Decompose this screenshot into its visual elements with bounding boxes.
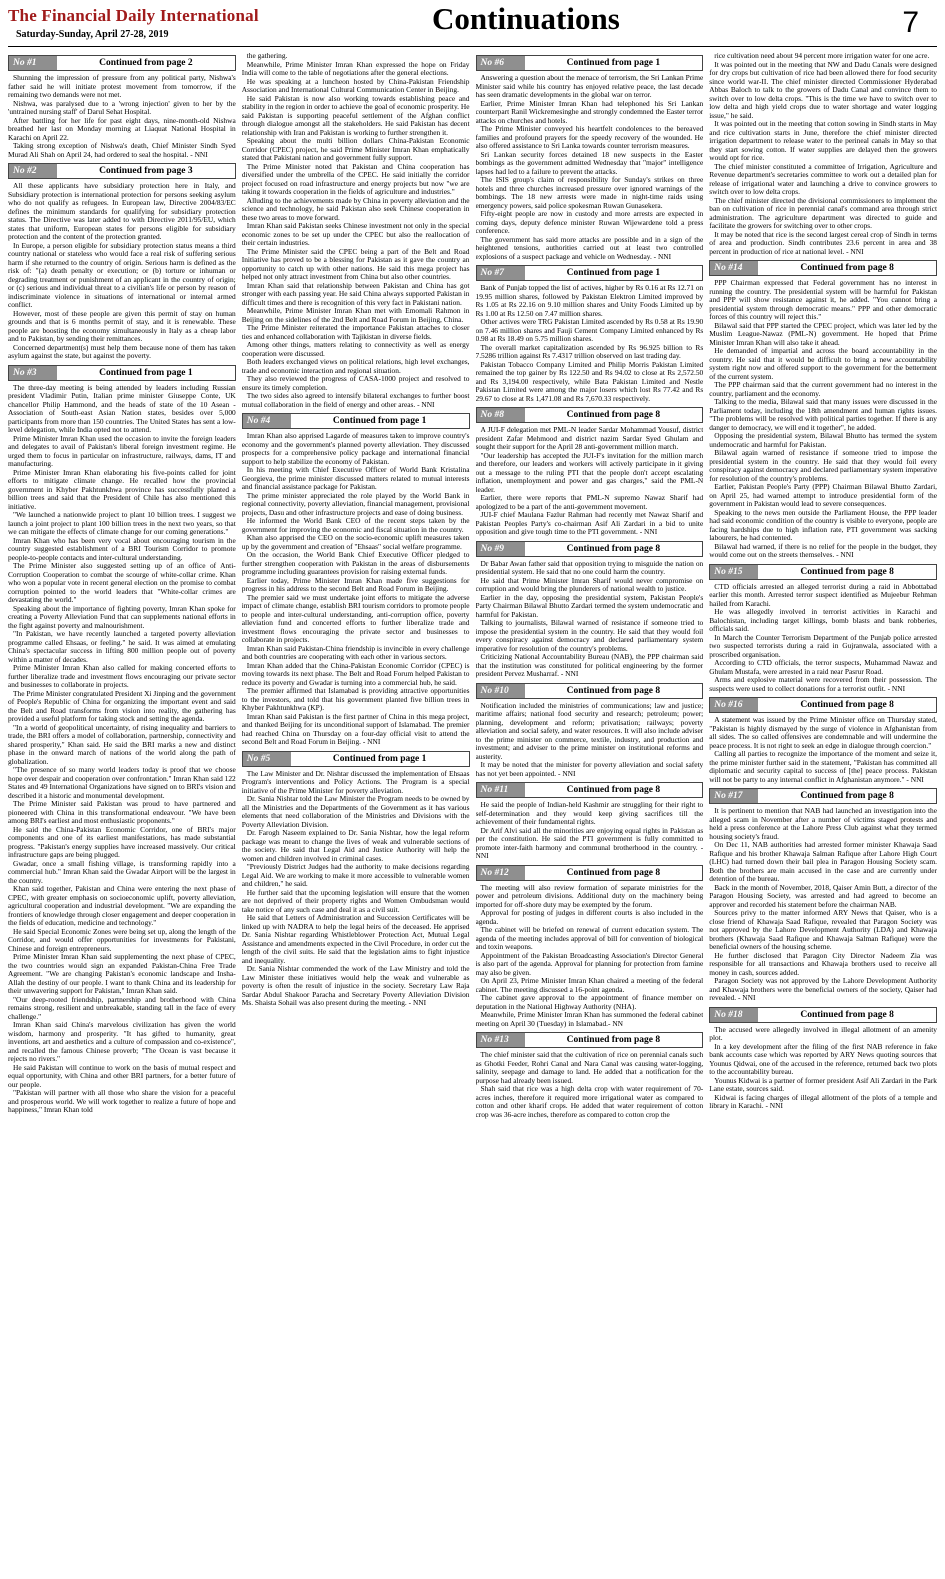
story-paragraph: Meanwhile, Prime Minister Imran Khan met with Emomali Rahmon in Beijing on the sidelines of the 2nd Belt and Road Forum in Beijing, China. [241,306,470,324]
story-block [709,564,937,694]
story-paragraph: In his meeting with Chief Executive Officer of World Bank Kristalina Georgieva, the prime minister discussed matters related to mutual interests and financial assistance package for Pakistan. [241,465,470,491]
story-paragraph: rice cultivation need about 94 percent more irrigation water for one acre. [714,52,930,60]
continued-from-label: Continued from page 8 [800,700,894,710]
story-paragraph: The three-day meeting is being attended by leaders including Russian president Vladimir Putin, Italian prime minister Giuseppe Conte, UK chancellor Philip Hammond, and the heads of state of the 10 Asean - Association of South-east Asian Nation states, besides over 5,000 participants from more than 150 countries. The United States has sent a low-level delegation, while India opted not to attend. [8,382,236,434]
story-paragraph: Among other things, matters relating to connectivity as well as energy cooperation were discussed. [241,340,470,358]
continued-from-label: Continued from page 1 [99,367,193,378]
story-paragraph: Speaking about the multi billion dollars China-Pakistan Economic Corridor (CPEC) project, he said Prime Minister Imran Khan emphatically stated that Pakistani nation and government fully support. [241,136,470,162]
story-block [476,407,704,537]
story-number: No #1 [9,56,57,70]
story-block [476,1032,704,1119]
story-paragraph: He further disclosed that Paragon City Director Nadeem Zia was responsible for all transactions and Khawaja brothers used to receive all money in cash, sources added. [709,950,937,977]
story-paragraph: Prime Minister Imran Khan said supplementing the next phase of CPEC, the two countries would sign an expanded Pakistan-China Free Trade Agreement. "We are changing Pakistan's economic landscape and Insha-Allah the destiny of our people. I want to thank China and its leadership for their unwavering support for Pakistan," Imran Khan said. [8,952,236,995]
story-paragraph: The Law Minister and Dr. Nishtar discussed the implementation of Ehsaas Program's interventions and Policy Actions. The Program is a special initiative of the Prime Minister for poverty alleviation. [241,768,470,795]
continued-from-label: Continued from page 8 [566,867,661,878]
story-paragraph: It may be noted that rice is the second largest cereal crop of Sindh in terms of area and production. Sindh contributes 23.6 percent in area and 38 percent in production of rice at national level. - NNI [709,229,937,256]
story-paragraph: Bilawal had warned, if there is no relief for the people in the budget, they would come out on the streets themselves. - NNI [709,541,937,559]
masthead-rule [8,46,937,47]
story-paragraph: The chief minister said that the cultivation of rice on perennial canals such as Ghotki Feeder, Rohri Canal and Nara Canal was causing water-logging, salinity, seepage and damage to land. He added that a notification for the purpose had already been issued. [475,1050,704,1085]
story-paragraph: Concerned department(s) must help them because none of them has taken asylum against the state, but against the poverty. [8,342,236,360]
story-paragraph: On the occasion, the World Bank Chief Executive Officer pledged to further strengthen cooperation with Pakistan in the areas of disbursements programme including guarantees provision for raising external funds. [241,550,470,576]
column-3 [476,52,704,1572]
story-paragraph: Sri Lankan security forces detained 18 new suspects in the Easter bombings as the government admitted Wednesday that "major" intelligence lapses had led to a failure to prevent the attacks. [475,149,704,176]
story-paragraph: The overall market capitalization ascended by Rs 96.925 billion to Rs 7.5286 trillion against Rs 7.4317 trillion observed on last trading day. [475,342,704,360]
story-paragraph: Sources privy to the matter informed ARY News that Qaiser, who is a close friend of Khawaja Saad Rafique, revealed that Paragon Society was not approved by the Lahore Development Authority (LDA) and Khawaja brothers (Khawaja Saad Rafique and Khawaja Salman Rafique) were the beneficial owners of the housing scheme. [709,908,937,951]
story-paragraph: Calling all parties to recognize the importance of the moment and seize it, the prime minister further said in the statement, "Pakistan has committed all diplomatic and security capital to success of [the] peace process. Pakistan will not be party to any internal conflict in Afghanistan anymore." - NNI [709,749,937,784]
story-paragraph: Other actives were TRG Pakistan Limited ascended by Rs 0.58 at Rs 19.90 on 7.46 million shares and Fauji Cement Company Limited enhanced by Rs 0.98 at Rs 18.49 on 5.75 million shares. [475,317,704,343]
story-paragraph: The Prime Minister conveyed his heartfelt condolences to the bereaved families and profound prayers for the speedy recovery of the wounded. He also offered assistance to Sri Lanka towards counter terrorism measures. [475,124,704,150]
story-paragraph: the gathering. [246,52,288,60]
story-paragraph: The PPP chairman said that the current government had no interest in the country, parliament and the economy. [709,380,937,398]
continued-from-label: Continued from page 8 [566,1035,661,1045]
story-paragraph: The cabinet gave approval to the appointment of finance member on deputation in the National Highway Authority (NHA). [475,993,704,1011]
continued-from-label: Continued from page 1 [566,268,661,278]
story-number: No #13 [477,1033,525,1047]
story-number: No #15 [710,565,758,579]
story-paragraph: Dr Babar Awan father said that opposition trying to misguide the nation on presidential system. He said that no one could harm the country. [475,558,704,576]
story-paragraph: He said Pakistan is now also working towards establishing peace and stability in the region in order to achieve the goal of economic prosperity. He said Pakistan is supporting peaceful settlement of the Afghan conflict through dialogue amongst all the stakeholders. He said Pakistan has decent relationship with Iran and Pakistan is working to further strengthen it. [241,93,470,137]
story-paragraph: Alluding to the achievements made by China in poverty alleviation and the science and technology, he said Pakistan also seek Chinese cooperation in these two areas to move forward. [241,195,470,222]
story-paragraph: The meeting will also review formation of separate ministries for the power and petroleum divisions. Additional duty on the machinery being imported for off-shore duty may be exempted by the forum. [475,882,704,909]
article-columns [8,52,937,1572]
story-paragraph: Imran Khan said Pakistan is the first partner of China in this mega project, and thanked Beijing for its unconditional support of Islamabad. The premier had reached China on Thursday on a four-day official visit to attend the second Belt and Road Forum in Beijing. - NNI [241,711,470,746]
column-4 [709,52,937,1572]
story-paragraph: On Dec 11, NAB authorities had arrested former minister Khawaja Saad Rafique and his brother Khawaja Salman Rafique after Lahore High Court (LHC) had turned down their bail plea in Paragon Housing Society scam. Both the brothers are main accused in the case and are currently under detention of the bureau. [709,840,937,883]
story-paragraph: The two sides also agreed to intensify bilateral exchanges to further boost mutual collaboration in the field of energy and other areas. - NNI [241,391,470,409]
story-paragraph: Fifty-eight people are now in custody and more arrests are expected in coming days, deputy defence minister Ruwan Wijewardene told a press conference. [475,209,704,235]
story-paragraph: Bank of Punjab topped the list of actives, higher by Rs 0.16 at Rs 12.71 on 19.95 million shares, followed by Pakistan Elektron Limited improved by Rs 1.05 at Rs 22.16 on 9.10 million shares and Unity Foods Limited up by Rs 1.00 at Rs 12.50 on 7.47 million shares. [475,283,704,318]
continued-from-label: Continued from page 8 [800,566,894,577]
story-paragraph: He said Pakistan will continue to work on the basis of mutual respect and equal opportunity, with China and other BRI partners, for a better future of our people. [8,1062,236,1089]
story-header [8,365,236,381]
story-paragraph: Dr. Farogh Naseem explained to Dr. Sania Nishtar, how the legal reform package was meant to change the lives of weak and vulnerable sections of the society. He said that Legal Aid and Justice Authority will help the women and children involved in criminal cases. [241,828,470,863]
story-paragraph: Paragon Society was not approved by the Lahore Development Authority and Khawaja brothers were the beneficial owners of the society, Qaiser had revealed. - NNI [709,976,937,1002]
story-paragraph: The Prime Minister congratulated President Xi Jinping and the government of People's Republic of China for organizing the important event and said the Belt and Road transforms from vision into reality, the gathering has provided a useful platform for taking stock and setting the agenda. [8,688,236,723]
story-header [476,541,704,557]
story-paragraph: A JUI-F delegation met PML-N leader Sardar Mohammad Yousuf, district president Zafar Mehmood and district nazim Sardar Syed Ghulam and sought their support for the April 28 anti-government million march. [475,425,704,451]
story-paragraph: "The presence of so many world leaders today is proof that we choose hope over despair and cooperation over confrontation." Imran Khan said 122 States and 49 International Organizations have signed on to BRI's vision and described it a historic and monumental development. [8,765,236,800]
story-block [476,541,704,679]
story-paragraph: Back in the month of November, 2018, Qaiser Amin Butt, a director of the Paragon Housing Society, was arrested and had agreed to become an approver and recorded his statement before the chairman NAB. [709,882,937,909]
story-paragraph: He further said that the upcoming legislation will ensure that the women are not deprived of their property rights and Women Ombudsman would take notice of any such case and deal it as a civil suit. [241,887,470,914]
story-paragraph: PPP Chairman expressed that Federal government has no interest in running the country. The presidential system will be harmful for Pakistan and PPP will show resistance against it, he added. "You cannot bring a presidential system through democratic means." PPP and other democratic forces of this country will reject this." [709,278,937,321]
continued-from-label: Continued from page 8 [800,1009,894,1020]
story-paragraph: Earlier, Prime Minister Imran Khan had telephoned his Sri Lankan counterpart Ranil Wickremesinghe and strongly condemned the Easter terror attacks on churches and hotels. [475,98,704,125]
story-paragraph: The Prime Minister also suggested setting up of an office of Anti-Corruption Cooperation to combat the scourge of white-collar crime. Khan who won a popular vote in recent general election on the promise to combat corruption pointed to the world leaders that "White-collar crimes are devastating the world." [8,561,236,604]
story-block [709,52,937,256]
story-paragraph: Imran Khan said Pakistan seeks Chinese investment not only in the special economic zones to be set up under the CPEC but also the reallocation of their certain industries. [241,221,470,247]
continued-from-label: Continued from page 3 [99,166,193,176]
story-paragraph: Earlier today, Prime Minister Imran Khan made five suggestions for progress in his address to the second Belt and Road Forum in Beijing. [241,575,470,593]
story-number: No #18 [710,1008,758,1022]
story-paragraph: The prime minister appreciated the role played by the World Bank in regional connectivity, poverty alleviation, financial management, provisional projects, Dasu and other infrastructure projects and ease of doing business. [241,490,470,517]
story-paragraph: Criticizing National Accountability Bureau (NAB), the PPP chairman said that the institution was constituted for political engineering by the former president Pervez Musharraf. - NNI [475,652,704,678]
story-paragraph: It was pointed out in the meeting that cotton sowing in Sindh starts in May and rice cultivation starts in June, therefore the chief minister directed irrigation department to release water to the perineal canals in May so that they start sowing cotton. If water supplies are delayed then the growers would opt for rice. [709,119,937,162]
continued-from-label: Continued from page 8 [800,791,894,801]
story-header [709,1007,937,1023]
story-paragraph: The accused were allegedly involved in illegal allotment of an amenity plot. [709,1024,937,1042]
story-number: No #11 [477,783,525,797]
story-paragraph: Meanwhile, Prime Minister Imran Khan has summoned the federal cabinet meeting on April 30 (Tuesday) in Islamabad.- NN [475,1010,704,1028]
story-paragraph: Imran Khan added that the China-Pakistan Economic Corridor (CPEC) is moving towards its next phase. The Belt and Road Forum helped Pakistan to reduce its poverty and Gwadar is turning into a commercial hub, he said. [241,660,470,687]
story-header [476,782,704,798]
continued-from-label: Continued from page 8 [800,263,894,273]
story-paragraph: The government has said more attacks are possible and in a sign of the heightened tensions, authorities carried out at least two controlled explosions of a suspect package and vehicle on Wednesday. - NNI [475,234,704,261]
story-paragraph: Arms and explosive material were recovered from their possession. The suspects were used to collect donations for a terrorist outfit. - NNI [709,675,937,693]
story-paragraph: Imran Khan who has been very vocal about encouraging tourism in the country suggested establishment of a BRI Tourism Corridor to promote people-to-people contacts and inter-cultural understanding. [8,535,236,562]
story-block [8,365,236,1115]
story-paragraph: "We launched a nationwide project to plant 10 billion trees. I suggest we launch a joint project to plant 100 billion trees in the next two years, so that we can mitigate the effects of climate change for our coming generations." [8,510,236,536]
page-number: 7 [902,6,919,39]
story-paragraph: Approval for posting of judges in different courts is also included in the agenda. [475,908,704,926]
story-paragraph: Prime Minister Imran Khan also called for making concerted efforts to further liberalize trade and investment flows encouraging our private sector and businesses to collaborate in projects. [8,663,236,689]
issue-date: Saturday-Sunday, April 27-28, 2019 [16,29,169,40]
story-paragraph: "Pakistan will partner with all those who share the vision for a peaceful and prosperous world. We will work together to realize a future of hope and happiness," Imran Khan told [8,1088,236,1114]
story-block [242,413,470,747]
story-paragraph: Dr Arif Alvi said all the minorities are enjoying equal rights in Pakistan as per the constitution. He said the PTI government is fully committed to promote inter-faith harmony and communal brotherhood in the country. -NNI [475,825,704,860]
story-header [709,564,937,580]
story-number: No #9 [477,542,525,556]
story-paragraph: The Prime Minister said the CPEC being a part of the Belt and Road Initiative has proved to be a blessing for Pakistan as it gave the country an opportunity to catch up with other nations. He said this mega project has helped not only attract investment from China but also other countries. [241,246,470,281]
story-paragraph: CTD officials arrested an alleged terrorist during a raid in Abbottabad earlier this month. Arrested terror suspect identified as Mujeebur Rehman hailed from Karachi. [709,581,937,608]
story-paragraph: Meanwhile, Prime Minister Imran Khan expressed the hope on Friday India will come to the table of negotiations after the general elections. [241,59,470,77]
continued-from-label: Continued from page 8 [566,543,661,554]
story-paragraph: Imran Khan said that relationship between Pakistan and China has got stronger with each passing year. He said China always supported Pakistan in difficult times and there is recognition of this very fact in Pakistani nation. [241,280,470,307]
continued-from-label: Continued from page 1 [332,753,427,764]
story-paragraph: Bilawal said that PPP started the CPEC project, which was later led by the Muslim League-Nawaz (PML-N) government. He hoped that Prime Minister Imran Khan will also take it ahead. [709,320,937,347]
story-paragraph: "Our deep-rooted friendship, partnership and brotherhood with China remains strong, resilient and unbreakable, standing tall in the face of every challenge." [8,994,236,1021]
story-paragraph: "In a world of geopolitical uncertainty, of rising inequality and barriers to trade, the BRI offers a model of collaboration, partnership, connectivity and shared prosperity," Khan said. He said the BRI marks a new and distinct phase in the onward march of nations of the world along the path of globalization. [8,722,236,766]
section-title: Continuations [432,1,620,36]
story-paragraph: According to CTD officials, the terror suspects, Muhammad Nawaz and Ghulam Mustafa, were arrested in a raid near Pasrur Road. [709,658,937,676]
story-paragraph: The Prime Minister reiterated the importance Pakistan attaches to closer ties and enhanced collaboration with Tajikistan in diverse fields. [241,323,470,341]
story-paragraph: Khan said together, Pakistan and China were entering the next phase of CPEC, with greater emphasis on socioeconomic uplift, poverty alleviation, agricultural cooperation and industrial development. "We are expanding the frontiers of knowledge through closer engagement and deeper cooperation in the fields of education, medicine and technology." [8,884,236,927]
story-paragraph: In Europe, a person eligible for subsidiary protection status means a third country national or stateless who would face a real risk of suffering serious harm if she returned to the country of origin. Serious harm is defined as the risk of: "(a) death penalty or execution; or (b) torture or inhuman or degrading treatment or punishment of an applicant in the country of origin; or (c) serious and individual threat to a civilian's life or person by reason of indiscriminate violence in situations of international or internal armed conflict. [8,240,236,309]
continued-from-label: Continued from page 1 [332,416,427,426]
story-paragraph: Dr. Sania Nishtar commended the work of the Law Ministry and told the Law Minister these initiatives would help the weak and vulnerable as poverty is often the result of injustice in the society. Secretary Law Raja Sardar Abdul Shakoor Paracha and Secretary Poverty Alleviation Division Ms. Shaista Sohail was also present during the meeting. - NNI [241,964,470,1007]
story-paragraph: He was allegedly involved in terrorist activities in Karachi and Balochistan, including target killings, bomb blasts and bank robberies, officials said. [709,607,937,633]
story-paragraph: The chief minister constituted a committee of Irrigation, Agriculture and Revenue department's secretaries committee to work out a detailed plan for release of irrigational water and launching a drive to convince growers to switch over to low delta crops. [709,161,937,196]
story-block [476,865,704,1029]
story-header [242,413,470,429]
story-paragraph: He was speaking at a luncheon hosted by China-Pakistan Friendship Association and International Cultural Communication Center in Beijing. [241,76,470,94]
story-paragraph: Prime Minister Imran Khan used the occasion to invite the foreign leaders and delegates to avail of Pakistan's liberal foreign investment regime. He urged them to focus in particular on infrastructure, railways, dams, IT and manufacturing. [8,433,236,468]
story-paragraph: Speaking to the news men outside the Parliament House, the PPP leader had said economic condition of the country is visible to everyone, people are facing hardships due to high inflation rate, PTI government was sacking labourers, he had contented. [709,507,937,542]
story-paragraph: It was pointed out in the meeting that NW and Dadu Canals were designed for dry crops but cultivation of rice had been allowed there for food security since world war-II. The chief minister directed Commissioner Hyderabad Abbas Baloch to talk to the growers of Dadu Canal and convince them to switch over to low delta crops. "This is the time we have to switch over to low delta and high yield crops due to water shortage and water logging issue," he said. [709,59,937,120]
continued-from-label: Continued from page 2 [99,58,193,68]
story-header [476,683,704,699]
story-paragraph: He said the people of Indian-held Kashmir are struggling for their right to self-determination and they would keep giving sacrifices till the achievement of their fundamental rights. [475,800,704,826]
story-number: No #5 [243,752,291,766]
story-paragraph: Nishwa, was paralysed due to a 'wrong injection' given to her by the 'untrained nursing staff' of Darul Sehat Hospital. [8,98,236,116]
story-number: No #12 [477,866,525,880]
story-header [476,407,704,423]
story-number: No #17 [710,789,758,803]
story-paragraph: The ISIS group's claim of responsibility for Sunday's strikes on three hotels and three churches increased pressure over ignored warnings of the bombings. The 18 new arrests were made in night-time raids using emergency powers, said police spokesman Ruwan Gunasekera. [475,175,704,210]
story-paragraph: Talking to the media, Bilawal said that many issues were discussed in the Parliament today, including the 18th amendment and human rights issues. "The problems will be resolved with political parties together. If there is any danger to democracy, we will end it together", he added. [709,397,937,432]
story-paragraph: It is pertinent to mention that NAB had launched an investigation into the alleged scam in November after a number of victims staged protests and held a press conference at the Lahore Press Club against what they termed housing society's fraud. [709,806,937,841]
story-block [476,55,704,261]
story-paragraph: The premier said we must undertake joint efforts to mitigate the adverse impact of climate change, establish BRI tourism corridors to promote people to people and inter-cultural understanding, anti-corruption office, poverty alleviation fund and concerted efforts to further liberalize trade and investment flows encouraging the private sector and businesses to collaborate in projects. [241,592,470,644]
story-paragraph: On April 23, Prime Minister Imran Khan chaired a meeting of the federal cabinet. The meeting discussed a 16-point agenda. [475,976,704,994]
story-paragraph: Earlier, Pakistan People's Party (PPP) Chairman Bilawal Bhutto Zardari, on April 25, had warned attempt to introduce presidential form of the government in Pakistan would lead to severe consequences. [709,482,937,508]
story-header [709,788,937,804]
story-paragraph: Gwadar, once a small fishing village, is transforming rapidly into a commercial hub." Imran Khan said the Gwadar Airport will be the largest in the country. [8,858,236,885]
story-number: No #6 [477,56,525,70]
story-header [476,1032,704,1048]
story-number: No #3 [9,366,57,380]
column-1 [8,52,236,1572]
story-block [476,782,704,861]
story-paragraph: Imran Khan said Pakistan-China friendship is invincible in every challenge and both countries are cooperating with each other in various sectors. [241,643,470,661]
story-header [709,260,937,276]
story-paragraph: Prime Minister Imran Khan elaborating his five-points called for joint efforts to mitigate climate change. He recalled how the provincial government in Khyber Pakhtunkhwa province has successfully planted a billion trees and said that the President of Chile has also mentioned this initiative. [8,467,236,511]
story-block [8,163,236,361]
story-paragraph: He said that Letters of Administration and Succession Certificates will be linked up with NADRA to help the legal heirs of the deceased. He apprised Dr. Sania Nishtar regarding Whistleblower Protection Act, Mutual Legal Assistance and amendments expected in the Civil Procedure, in order cut the length of the civil suits. He said that the legislation aims to fight injustice and inequality. [241,913,470,965]
story-paragraph: He informed the World Bank CEO of the recent steps taken by the government for improving the economic and fiscal situation in the country. [241,516,470,534]
story-paragraph: Pakistan Tobacco Company Limited and Philip Morris Pakistan Limited remained the top gainer by Rs 122.50 and Rs 94.02 to close at Rs 2,572.50 and Rs 3,194.00 respectively, while Bata Pakistan Limited and Nestle Pakistan Limited were among the major losers which lost Rs 77.42 and Rs 29.67 to close at Rs 1,471.08 and Rs 7,670.33 respectively. [475,359,704,403]
story-paragraph: They also reviewed the progress of CASA-1000 project and resolved to ensure its timely completion. [241,374,470,392]
story-block [476,265,704,403]
story-paragraph: The chief minister directed the divisional commissioners to implement the ban on cultivation of rice in perennial canal's command area through strict administration. The agriculture department was directed to guide and facilitate the growers for switching over to other crops. [709,195,937,230]
story-paragraph: Earlier, there were reports that PML-N supremo Nawaz Sharif had apologized to be a part of the anti-government movement. [475,493,704,511]
masthead [8,2,937,52]
newspaper-name: The Financial Daily International [8,6,259,25]
story-paragraph: In March the Counter Terrorism Department of the Punjab police arrested two suspected terrorists during a raid in Gujranwala, associated with a proscribed organisation. [709,632,937,659]
story-paragraph: "In Pakistan, we have recently launched a targeted poverty alleviation programme called Ehsaas, or feeling." he said. It was aimed at emulating China's spectacular success in lifting 800 million people out of poverty within a matter of decades. [8,629,236,664]
story-paragraph: Both leaders exchanged views on political relations, high level exchanges, trade and economic interaction and regional situation. [241,357,470,375]
story-paragraph: The Prime Minister said Pakistan was proud to have partnered and pioneered with China in this transformational endeavour. "We have been among BRI's earliest and most enthusiastic proponents." [8,799,236,825]
story-paragraph: He demanded of impartial and across the board accountability in the country. He said that it would be difficult to bring a new accountability system right now and offered support to the government for the betterment of the current system. [709,346,937,381]
story-block [8,55,236,159]
continued-from-label: Continued from page 8 [566,785,661,795]
story-number: No #10 [477,684,525,698]
story-block [476,683,704,779]
story-paragraph: Dr. Sania Nishtar told the Law Minister the Program needs to be owned by all the Ministries and the Departments of the Government as it has various elements that need collaboration of the Ministries and Divisions with the Poverty Alleviation Division. [241,794,470,829]
story-paragraph: "Previously District Judges had the authority to make decisions regarding Legal Aid. We are working to make it more accessible to vulnerable women and children," he said. [241,862,470,888]
story-paragraph: Khan also apprised the CEO on the socio-economic uplift measures taken up by the government and creation of "Ehsaas" social welfare programme. [241,533,470,551]
story-header [8,55,236,71]
column-2 [242,52,470,1572]
story-header [8,163,236,179]
story-paragraph: Kidwai is facing charges of illegal allotment of the plots of a temple and library in Karachi. - NNI [709,1092,937,1110]
story-paragraph: In a key development after the filing of the first NAB reference in fake bank accounts case which was reported by ARY News quoting sources that Younus Qidwai, one of the accused in the reference, returned back two plots to the accountability bureau. [709,1041,937,1076]
story-paragraph: He said that Prime Minister Imran Sharif would never compromise on corruption and would bring the plunderers of national wealth to justice. [475,575,704,593]
story-paragraph: All these applicants have subsidiary protection here in Italy, and Subsidiary protection is international protection for persons seeking asylum who do not qualify as refugees. In European law, Directive 2004/83/EC defines the minimum standards for qualifying for subsidiary protection status. The Directive was later added to with Directive 2011/95/EU, which states that uniform, European states for persons eligible for subsidiary protection and the content of the protection granted. [8,181,236,241]
story-paragraph: Speaking about the importance of fighting poverty, Imran Khan spoke for creating a Poverty Alleviation Fund that can supplements national efforts in the fight against poverty and malnourishment. [8,603,236,630]
story-paragraph: Imran Khan also apprised Lagarde of measures taken to improve country's economy and the government's planned poverty alleviation. They discussed prospects for a comprehensive policy package and international financial support to help stabilize the economy of Pakistan. [241,431,470,466]
story-paragraph: After battling for her life for past eight days, nine-month-old Nishwa breathed her last on Monday morning at Liaquat National Hospital in Karachi on April 22. [8,115,236,142]
story-block [709,788,937,1003]
story-number: No #16 [710,698,758,712]
story-paragraph: JUI-F chief Maulana Fazlur Rahman had recently met Nawaz Sharif and Pakistan Peoples Party's co-chairman Asif Ali Zardari in a bid to unite opposition and give tough time to the PTI government. - NNI [475,510,704,536]
story-paragraph: Imran Khan said China's marvelous civilization has given the world wisdom, harmony and prosperity. "It has gifted to humanity, great inventions, art and aesthetics and a culture of compassion and co-existence", and recalled the famous Chinese proverb; "The Ocean is vast because it rejects no rivers." [8,1020,236,1063]
story-block [242,52,470,409]
continued-from-label: Continued from page 8 [566,410,661,420]
story-paragraph: Answering a question about the menace of terrorism, the Sri Lankan Prime Minister said while his country has enjoyed relative peace, the last decade has seen dramatic developments in the global war on terror. [475,73,704,99]
story-paragraph: Bilawal again warned of resistance if someone tried to impose the presidential system in the country. He said that they would foil every conspiracy against democracy and declared parliamentary system imperative for resolution of the country's problems. [709,448,937,483]
story-paragraph: He said Special Economic Zones were being set up, along the length of the Corridor, and would offer opportunities for investments for Pakistani, Chinese and foreign entrepreneurs. [8,926,236,953]
story-paragraph: He said the China-Pakistan Economic Corridor, one of BRI's major components and one of its earliest manifestations, has made substantial progress. "Pakistan's energy supplies have increased massively. Our critical infrastructure gaps are being plugged. [8,824,236,859]
story-paragraph: Notification included the ministries of communications; law and justice; maritime affairs; national food security and research; petroleum; power; planning, development and reform; privatisation; railways; poverty alleviation and social safety, and water resources. It will also include adviser to the prime minister on commerce, textile, industry, and production and investment; and adviser to the prime minister on institutional reforms and austerity. [475,700,704,761]
story-paragraph: Taking strong exception of Nishwa's death, Chief Minister Sindh Syed Murad Ali Shah on April 24, had ordered to seal the hospital. - NNI [8,141,236,159]
story-header [476,865,704,881]
story-paragraph: Younus Kidwai is a partner of former president Asif Ali Zardari in the Park Lane estate, sources said. [709,1075,937,1093]
story-block [709,1007,937,1111]
story-number: No #4 [243,414,291,428]
story-paragraph: A statement was issued by the Prime Minister office on Thursday stated, "Pakistan is highly dismayed by the surge of violence in Afghanistan from all sides. The so called offensives are condemnable and will undermine the peace process. It is not right to seek an edge in dialogue through coercion." [709,715,937,750]
story-header [476,265,704,281]
story-header [242,751,470,767]
story-paragraph: Appointment of the Pakistan Broadcasting Association's Director General is also part of the agenda. Approval for planning for protection from famine may also be given. [475,950,704,977]
story-number: No #14 [710,261,758,275]
story-number: No #2 [9,164,57,178]
story-block [709,697,937,784]
story-paragraph: "Our leadership has accepted the JUI-F's invitation for the million march and therefore, our leaders and workers will actively participate in it giving out a message to the ruling PTI that the people don't accept escalating inflation, unemployment and power and gas charges," said the PML-N leader. [475,450,704,494]
story-paragraph: Talking to journalists, Bilawal warned of resistance if someone tried to impose the presidential system in the country. He said that they would foil every conspiracy against democracy and declared parliamentary system imperative for resolution of the country's problems. [475,618,704,653]
story-paragraph: It may be noted that the minister for poverty alleviation and social safety has not yet been appointed. - NNI [475,760,704,778]
story-number: No #8 [477,408,525,422]
story-paragraph: Earlier in the day, opposing the presidential system, Pakistan People's Party Chairman Bilawal Bhutto Zardari termed the system undemocratic and harmful for Pakistan. [475,592,704,619]
continued-from-label: Continued from page 8 [566,685,661,696]
story-paragraph: The premier affirmed that Islamabad is providing attractive opportunities to the investors, and told that his government planted five billion trees in Khyber Pakhtunkhwa (KP). [241,686,470,712]
story-paragraph: The cabinet will be briefed on renewal of current education system. The agenda of the meeting includes approval of bill for convention of biological and toxin weapons. [475,925,704,951]
story-paragraph: Opposing the presidential system, Bilawal Bhutto has termed the system undemocratic and harmful for Pakistan. [709,431,937,449]
story-block [709,260,937,560]
story-header [476,55,704,71]
story-number: No #7 [477,266,525,280]
story-block [242,751,470,1008]
story-paragraph: Shunning the impression of pressure from any political party, Nishwa's father said he will initiate protest movement from tomorrow, if the remaining two demands were not met. [8,73,236,99]
story-header [709,697,937,713]
story-paragraph: However, most of these people are given this permit of stay on human grounds and that is 6 months permit of stay, and it is renewable. These people are boosting the economy simultaneously in Italy as a cheap labor and to Pakistan, by sending their remittances. [8,308,236,343]
story-paragraph: The Prime Minister noted that Pakistan and China cooperation has diversified under the umbrella of the CPEC. He said initially the corridor project focused on road infrastructure and energy projects but now "we are taking it towards cooperation in the fields of agriculture and industries." [241,161,470,196]
continued-from-label: Continued from page 1 [566,58,661,68]
story-paragraph: Shah said that rice was a high delta crop with water requirement of 70-acres inches, therefore it required more irrigational water as compared to cotton and other kharif crops. He added that water requirement of cotton crop was 36-acre inches, therefore as compared to cotton crop the [475,1084,704,1119]
